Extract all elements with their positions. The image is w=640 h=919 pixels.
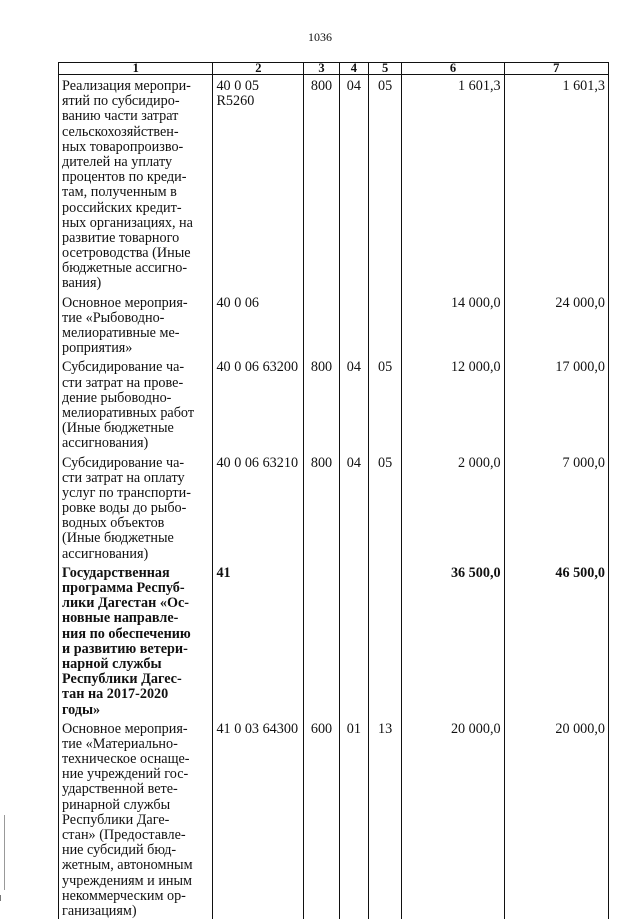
item-name: Основное мероприя- тие «Рыбоводно- мелиоративные ме- роприятия» [59,292,213,357]
budget-table [58,62,609,919]
budget-code: 41 0 03 64300 [213,718,304,919]
section [339,292,368,357]
item-name: Реализация меропри- ятий по субсидиро- ванию части затрат сельскохозяйствен- ных товаропроизво- дителей на уплату процентов по креди- там, полученным в российских кредит- ных организациях, на развитие товарного осетроводства (Иные бюджетные ассигно- вания) [59,75,213,292]
expense-type: 800 [304,75,339,292]
budget-code: 40 0 05 R5260 [213,75,304,292]
amount-col7: 46 500,0 [504,562,608,718]
section [339,562,368,718]
amount-col6: 2 000,0 [402,452,504,562]
amount-col6: 20 000,0 [402,718,504,919]
margin-line [4,815,5,890]
amount-col6: 36 500,0 [402,562,504,718]
amount-col7: 7 000,0 [504,452,608,562]
budget-code: 40 0 06 63200 [213,356,304,451]
table-row [59,718,609,919]
amount-col6: 12 000,0 [402,356,504,451]
expense-type [304,292,339,357]
item-name: Субсидирование ча- сти затрат на оплату услуг по транспорти- ровке воды до рыбо- водных объектов (Иные бюджетные ассигнования) [59,452,213,562]
corner-mark [0,895,7,901]
item-name: Субсидирование ча- сти затрат на прове- дение рыбоводно- мелиоративных работ (Иные бюджетные ассигнования) [59,356,213,451]
expense-type: 600 [304,718,339,919]
subsection: 05 [368,356,401,451]
column-header-6: 6 [402,63,504,75]
table-header [59,63,609,75]
amount-col7: 1 601,3 [504,75,608,292]
amount-col7: 20 000,0 [504,718,608,919]
expense-type [304,562,339,718]
budget-code: 40 0 06 63210 [213,452,304,562]
amount-col7: 17 000,0 [504,356,608,451]
subsection: 05 [368,75,401,292]
column-header-4: 4 [339,63,368,75]
column-header-7: 7 [504,63,608,75]
expense-type: 800 [304,356,339,451]
budget-code: 41 [213,562,304,718]
table-row [59,562,609,718]
item-name: Основное мероприя- тие «Материально- техническое оснаще- ние учреждений гос- ударственной вете- ринарной службы Республики Даге- стан» (Предоставле- ние субсидий бюд- жетным, автономным учреждениям и иным некоммерческим ор- ганизациям) [59,718,213,919]
table-row [59,356,609,451]
section: 04 [339,356,368,451]
amount-col6: 1 601,3 [402,75,504,292]
amount-col6: 14 000,0 [402,292,504,357]
table-row [59,75,609,292]
column-header-3: 3 [304,63,339,75]
section: 01 [339,718,368,919]
section: 04 [339,452,368,562]
column-header-5: 5 [368,63,401,75]
table-row [59,292,609,357]
budget-code: 40 0 06 [213,292,304,357]
subsection [368,292,401,357]
page-number: 1036 [308,30,332,44]
subsection [368,562,401,718]
column-header-2: 2 [213,63,304,75]
subsection: 05 [368,452,401,562]
section: 04 [339,75,368,292]
column-header-1: 1 [59,63,213,75]
amount-col7: 24 000,0 [504,292,608,357]
item-name: Государственная программа Респуб- лики Дагестан «Ос- новные направле- ния по обеспечению и развитию ветери- нарной службы Республики Дагес- тан на 2017-2020 годы» [59,562,213,718]
expense-type: 800 [304,452,339,562]
table-row [59,452,609,562]
subsection: 13 [368,718,401,919]
